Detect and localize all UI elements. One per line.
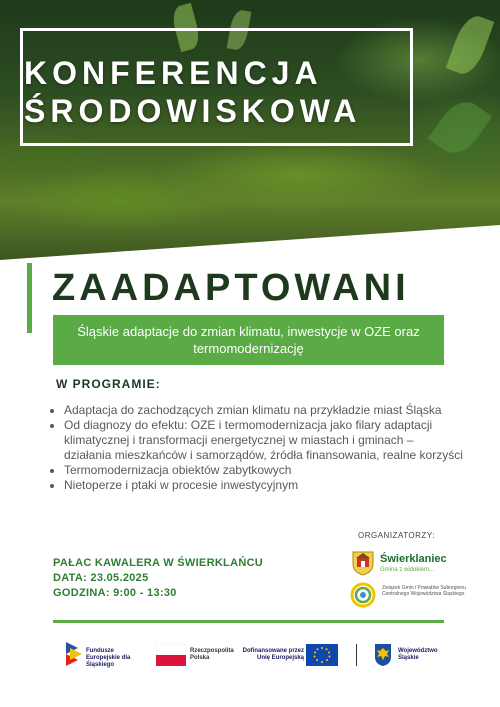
main-title: ZAADAPTOWANI xyxy=(52,267,410,309)
silesia-eagle-icon xyxy=(374,643,392,667)
hero-title-line1: KONFERENCJA xyxy=(24,55,323,91)
footer-divider xyxy=(53,620,444,623)
program-heading: W PROGRAMIE: xyxy=(56,377,161,391)
organizers-label: ORGANIZATORZY: xyxy=(358,531,435,540)
fundusze-europejskie-text: Fundusze Europejskie dla Śląskiego xyxy=(86,648,131,668)
subtitle-text: Śląskie adaptacje do zmian klimatu, inwestycje w OZE oraz termomodernizację xyxy=(77,324,420,356)
eu-flag-icon xyxy=(306,644,338,666)
wojewodztwo-slaskie-text: Województwo Śląskie xyxy=(398,648,438,661)
swierklaniec-tagline: Gmina z widokiem... xyxy=(380,567,435,573)
event-time: GODZINA: 9:00 - 13:30 xyxy=(53,587,177,599)
event-date: DATA: 23.05.2025 xyxy=(53,572,149,584)
subtitle-banner xyxy=(53,315,444,365)
swierklaniec-name: Świerklaniec xyxy=(380,553,447,565)
unia-europejska-text: Dofinansowane przez Unię Europejską xyxy=(242,648,304,661)
program-item: • Adaptacja do zachodzących zmian klimatu na przykładzie miast Śląska xyxy=(64,403,464,418)
hero-title-line2: ŚRODOWISKOWA xyxy=(24,93,362,129)
logo-rzeczpospolita xyxy=(156,640,236,670)
zwiazek-gmin-name: Związek Gmin i Powiatów Subregionu Centralnego Województwa Śląskiego xyxy=(382,585,466,597)
rzeczpospolita-text: Rzeczpospolita Polska xyxy=(190,648,234,661)
fundusze-europejskie-icon xyxy=(66,642,82,668)
event-details xyxy=(53,556,263,601)
polish-flag-icon xyxy=(156,644,186,666)
program-item: • Nietoperze i ptaki w procesie inwestycyjnym xyxy=(64,478,464,493)
swierklaniec-crest-icon xyxy=(350,550,376,576)
logo-wojewodztwo-slaskie xyxy=(374,640,454,670)
hero-title xyxy=(24,54,361,130)
organizer-swierklaniec xyxy=(350,550,490,578)
logo-fundusze-europejskie xyxy=(66,640,152,670)
accent-bar xyxy=(27,263,32,333)
zwiazek-gmin-logo-icon xyxy=(350,582,376,608)
program-item: • Od diagnozy do efektu: OZE i termomodernizacja jako filary adaptacji klimatycznej i transformacji energetycznej w miastach i gminach – działania mieszkańców i samorządów, źródła finansowania, realne korzyści xyxy=(64,418,464,463)
footer-separator xyxy=(356,644,357,666)
hero-image xyxy=(0,0,500,260)
program-item: • Termomodernizacja obiektów zabytkowych xyxy=(64,463,464,478)
funding-logos xyxy=(0,640,500,676)
program-list xyxy=(52,403,464,493)
logo-unia-europejska xyxy=(242,640,342,670)
event-venue: PAŁAC KAWALERA W ŚWIERKLAŃCU xyxy=(53,557,264,569)
organizer-zwiazek-gmin xyxy=(350,582,490,610)
